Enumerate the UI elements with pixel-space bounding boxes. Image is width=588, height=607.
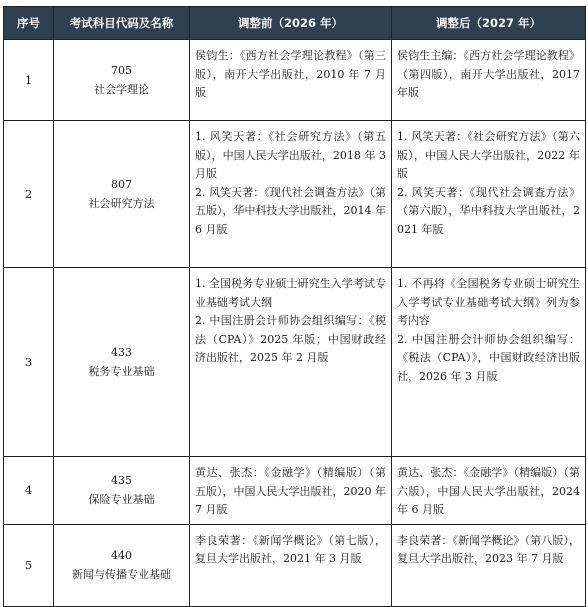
after-textbook-cell [392, 524, 586, 606]
after-textbook-cell [392, 457, 586, 525]
table-row [4, 524, 586, 606]
subject-cell [54, 121, 190, 268]
table-row [4, 40, 586, 121]
table-row [4, 268, 586, 457]
before-textbook-entry: 李良荣著：《新闻学概论》（第七版），复旦大学出版社，2021 年 3 月版 [195, 533, 386, 565]
row-number: 1 [4, 40, 54, 121]
row-number: 4 [4, 457, 54, 525]
before-textbook-entry: 侯钧生：《西方社会学理论教程》（第三版），南开大学出版社，2010 年 7 月版 [195, 49, 386, 99]
subject-name: 新闻与传播专业基础 [72, 568, 171, 581]
subject-code: 433 [111, 346, 132, 359]
textbook-adjustment-table [3, 6, 586, 607]
after-textbook-entry: 李良荣著：《新闻学概论》（第八版），复旦大学出版社，2023 年 7 月版 [397, 533, 580, 565]
subject-cell [54, 40, 190, 121]
before-textbook-entry: 1. 风笑天著：《社会研究方法》（第五版），中国人民大学出版社，2018 年 3 月版 [195, 130, 386, 180]
subject-code: 435 [111, 474, 132, 488]
subject-cell [54, 524, 190, 606]
table-row [4, 457, 586, 525]
before-textbook-cell [190, 121, 392, 268]
after-textbook-entry: 1. 不再将《全国税务专业硕士研究生入学考试专业基础考试大纲》列为参考内容 [397, 277, 580, 327]
before-textbook-cell [190, 40, 392, 121]
before-textbook-entry: 2. 中国注册会计师协会组织编写：《税法（CPA）》2025 年版；中国财政经济出版社，2025 年 2 月版 [195, 314, 386, 364]
after-textbook-entry: 1. 风笑天著：《社会研究方法》（第六版），中国人民大学出版社，2022 年版 [397, 130, 580, 180]
subject-code: 440 [111, 549, 132, 562]
header-after: 调整后（2027 年） [392, 7, 586, 40]
after-textbook-entry: 2. 中国注册会计师协会组织编写：《税法（CPA）》，中国财政经济出版社，2026 年 3 月版 [397, 332, 580, 383]
before-textbook-cell [190, 457, 392, 525]
table-body [4, 40, 586, 607]
subject-name: 税务专业基础 [88, 365, 155, 378]
after-textbook-cell [392, 121, 586, 268]
subject-cell [54, 457, 190, 525]
header-subject: 考试科目代码及名称 [54, 7, 190, 40]
after-textbook-cell [392, 40, 586, 121]
table-header-row [4, 7, 586, 40]
subject-cell [54, 268, 190, 457]
header-no: 序号 [4, 7, 54, 40]
after-textbook-entry: 2. 风笑天著：《现代社会调查方法》（第六版），华中科技大学出版社，2021 年版 [397, 185, 580, 236]
before-textbook-entry: 2. 风笑天著：《现代社会调查方法》（第五版），华中科技大学出版社，2014 年 6 月版 [195, 185, 386, 236]
before-textbook-entry: 黄达、张杰：《金融学》（精编版）（第五版），中国人民大学出版社，2020 年 7 月版 [195, 466, 386, 516]
subject-name: 保险专业基础 [88, 493, 155, 507]
before-textbook-entry: 1. 全国税务专业硕士研究生入学考试专业基础考试大纲 [195, 277, 386, 309]
table-row [4, 121, 586, 268]
before-textbook-cell [190, 524, 392, 606]
subject-name: 社会学理论 [94, 83, 149, 96]
row-number: 3 [4, 268, 54, 457]
after-textbook-entry: 侯钧生主编：《西方社会学理论教程》（第四版），南开大学出版社，2017 年版 [397, 49, 580, 99]
row-number: 5 [4, 524, 54, 606]
after-textbook-cell [392, 268, 586, 457]
after-textbook-entry: 黄达、张杰：《金融学》（精编版）（第六版），中国人民大学出版社，2024 年 6 月版 [397, 466, 580, 516]
subject-code: 807 [111, 178, 132, 191]
subject-name: 社会研究方法 [88, 197, 155, 210]
row-number: 2 [4, 121, 54, 268]
header-before: 调整前（2026 年） [190, 7, 392, 40]
subject-code: 705 [111, 64, 132, 77]
before-textbook-cell [190, 268, 392, 457]
